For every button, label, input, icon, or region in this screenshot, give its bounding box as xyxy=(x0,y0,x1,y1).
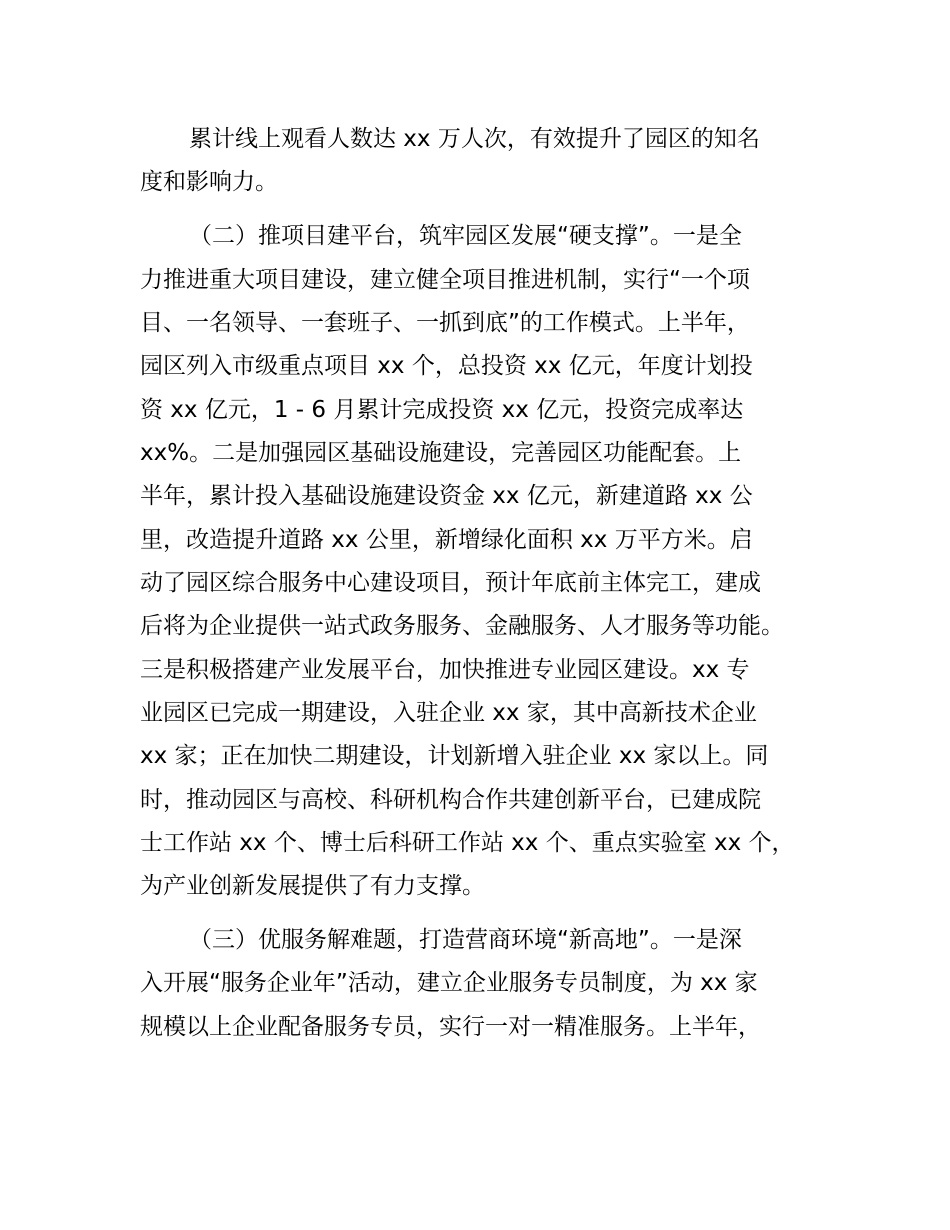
text-line: 累计线上观看人数达 xx 万人次，有效提升了园区的知名 xyxy=(189,126,760,152)
text-line: （三）优服务解难题，打造营商环境“新高地”。一是深 xyxy=(189,927,742,953)
text-line: 时，推动园区与高校、科研机构合作共建创新平台，已建成院 xyxy=(140,787,761,813)
text-line: 力推进重大项目建设，建立健全项目推进机制，实行“一个项 xyxy=(140,267,750,293)
text-line: 业园区已完成一期建设，入驻企业 xx 家，其中高新技术企业 xyxy=(140,700,757,726)
text-line: 后将为企业提供一站式政务服务、金融服务、人才服务等功能。 xyxy=(140,613,784,639)
text-line: 半年，累计投入基础设施建设资金 xx 亿元，新建道路 xx 公 xyxy=(140,483,753,509)
text-line: 目、一名领导、一套班子、一抓到底”的工作模式。上半年， xyxy=(140,310,750,336)
text-line: 规模以上企业配备服务专员，实行一对一精准服务。上半年， xyxy=(140,1014,761,1040)
text-line: xx 家；正在加快二期建设，计划新增入驻企业 xx 家以上。同 xyxy=(140,743,769,769)
text-line: （二）推项目建平台，筑牢园区发展“硬支撑”。一是全 xyxy=(189,223,742,249)
text-line: 资 xx 亿元，1 - 6 月累计完成投资 xx 亿元，投资完成率达 xyxy=(140,397,744,423)
text-line: 为产业创新发展提供了有力支撑。 xyxy=(140,873,485,899)
text-line: xx%。二是加强园区基础设施建设，完善园区功能配套。上 xyxy=(140,440,742,466)
text-line: 入开展“服务企业年”活动，建立企业服务专员制度，为 xx 家 xyxy=(140,970,758,996)
text-line: 三是积极搭建产业发展平台，加快推进专业园区建设。xx 专 xyxy=(140,657,750,683)
text-line: 动了园区综合服务中心建设项目，预计年底前主体完工，建成 xyxy=(140,570,761,596)
text-line: 园区列入市级重点项目 xx 个，总投资 xx 亿元，年度计划投 xyxy=(140,353,753,379)
text-line: 士工作站 xx 个、博士后科研工作站 xx 个、重点实验室 xx 个， xyxy=(140,830,795,856)
text-line: 里，改造提升道路 xx 公里，新增绿化面积 xx 万平方米。启 xyxy=(140,527,753,553)
text-line: 度和影响力。 xyxy=(140,169,278,195)
